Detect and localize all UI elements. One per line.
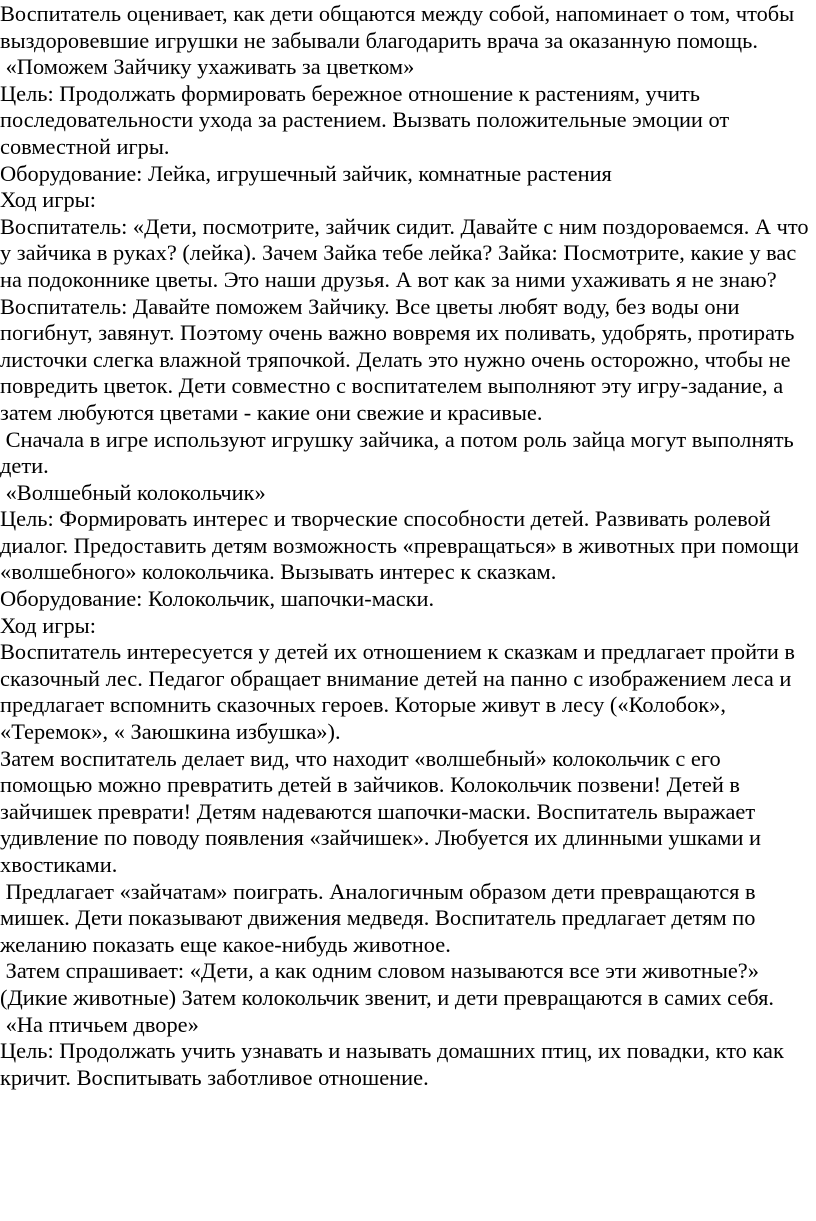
paragraph-intro: Воспитатель оценивает, как дети общаются между собой, напоминает о том, чтобы выздоровевшие игрушки не забывали благодарить врача за оказанную помощь. — [0, 1, 800, 53]
game-title-kolokolchik: «Волшебный колокольчик» — [0, 479, 266, 505]
paragraph-game-course-2: Ход игры: — [0, 612, 96, 638]
game-title-ptichiy-dvor: «На птичьем дворе» — [0, 1011, 199, 1037]
paragraph-equipment-2: Оборудование: Колокольчик, шапочки-маски. — [0, 586, 435, 612]
paragraph-body-4: Затем спрашивает: «Дети, а как одним словом называются все эти животные?» (Дикие животные) Затем колокольчик звенит, и дети превращаются в самих себя. — [0, 958, 775, 1010]
paragraph-goal-3: Цель: Продолжать учить узнавать и называть домашних птиц, их повадки, кто как кричит. Воспитывать заботливое отношение. — [0, 1038, 790, 1090]
paragraph-game-course-1: Ход игры: — [0, 187, 96, 213]
paragraph-dialogue-1: Воспитатель: «Дети, посмотрите, зайчик сидит. Давайте с ним поздороваемся. А что у зайчика в руках? (лейка). Зачем Зайка тебе лейка? Зайка: Посмотрите, какие у вас на подоконнике цветы. Это наши друзья. А вот как за ними ухаживать я не знаю? — [0, 213, 815, 292]
paragraph-equipment-1: Оборудование: Лейка, игрушечный зайчик, комнатные растения — [0, 160, 612, 186]
paragraph-body-3: Предлагает «зайчатам» поиграть. Аналогичным образом дети превращаются в мишек. Дети показывают движения медведя. Воспитатель предлагает детям по желанию показать еще какое-нибудь животное. — [0, 878, 762, 957]
paragraph-body-2: Затем воспитатель делает вид, что находит «волшебный» колокольчик с его помощью можно превратить детей в зайчиков. Колокольчик позвени! Детей в зайчишек преврати! Детям надеваются шапочки-маски. Воспитатель выражает удивление по поводу появления «зайчишек». Любуется их длинными ушками и хвостиками. — [0, 745, 767, 877]
game-title-zaichik: «Поможем Зайчику ухаживать за цветком» — [0, 54, 415, 80]
paragraph-note-1: Сначала в игре используют игрушку зайчика, а потом роль зайца могут выполнять дети. — [0, 426, 800, 479]
paragraph-goal-2: Цель: Формировать интерес и творческие способности детей. Развивать ролевой диалог. Предоставить детям возможность «превращаться» в животных при помощи «волшебного» колокольчика. Вызывать интерес к сказкам. — [0, 506, 805, 585]
paragraph-body-1: Воспитатель интересуется у детей их отношением к сказкам и предлагает пройти в сказочный лес. Педагог обращает внимание детей на панно с изображением леса и предлагает вспомнить сказочных героев. Которые живут в лесу («Колобок», «Теремок», « Заюшкина избушка»). — [0, 639, 801, 745]
paragraph-goal-1: Цель: Продолжать формировать бережное отношение к растениям, учить последовательности ухода за растением. Вызвать положительные эмоции от совместной игры. — [0, 80, 735, 159]
paragraph-dialogue-2: Воспитатель: Давайте поможем Зайчику. Все цветы любят воду, без воды они погибнут, завянут. Поэтому очень важно вовремя их поливать, удобрять, протирать листочки слегка влажной тряпочкой. Делать это нужно очень осторожно, чтобы не повредить цветок. Дети совместно с воспитателем выполняют эту игру-задание, а затем любуются цветами - какие они свежие и красивые. — [0, 293, 801, 425]
